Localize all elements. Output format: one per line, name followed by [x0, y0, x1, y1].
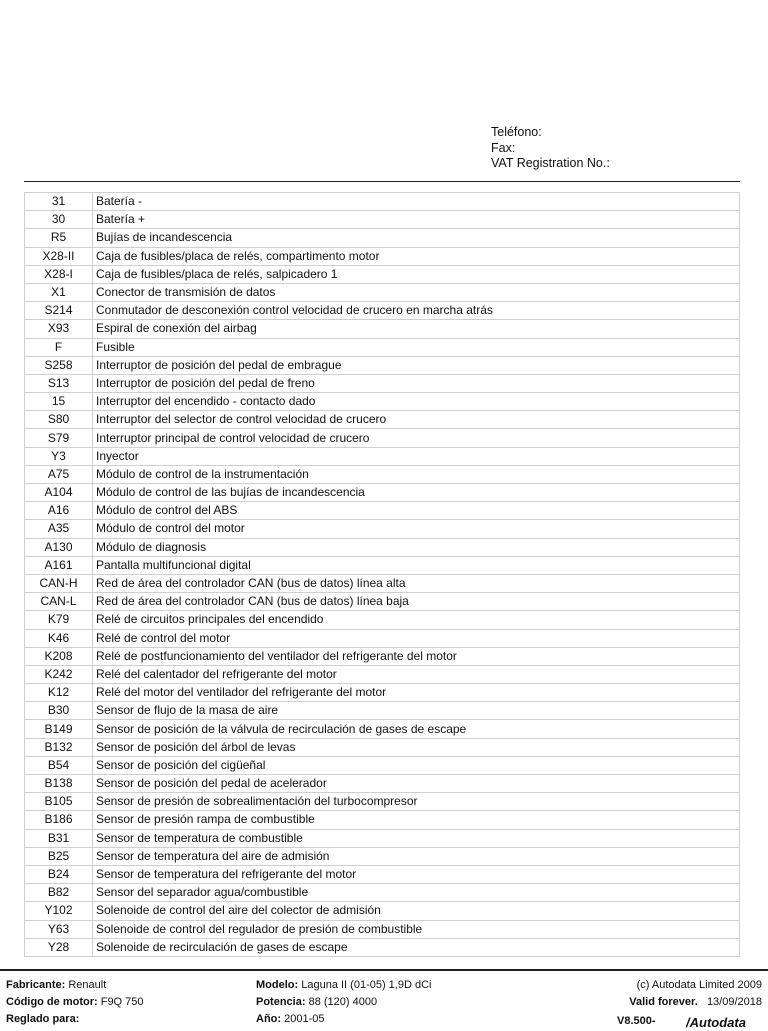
- model-label: Modelo:: [256, 979, 299, 991]
- table-row: [25, 393, 740, 411]
- component-description: Solenoide de control del regulador de presión de combustible: [93, 920, 740, 938]
- table-row: [25, 756, 740, 774]
- component-code: S79: [25, 429, 93, 447]
- component-description: Módulo de control de las bujías de incandescencia: [93, 484, 740, 502]
- phone-label: Teléfono:: [491, 125, 542, 139]
- table-row: [25, 938, 740, 956]
- year-value: 2001-05: [284, 1013, 325, 1025]
- component-description: Interruptor de posición del pedal de embrague: [93, 356, 740, 374]
- copyright-text: (c) Autodata Limited 2009: [636, 979, 762, 991]
- component-code: S80: [25, 411, 93, 429]
- table-row: [25, 902, 740, 920]
- component-description: Relé de control del motor: [93, 629, 740, 647]
- component-code: 30: [25, 211, 93, 229]
- table-row: [25, 520, 740, 538]
- component-code: B138: [25, 775, 93, 793]
- component-description: Módulo de control del ABS: [93, 502, 740, 520]
- component-description: Red de área del controlador CAN (bus de datos) línea alta: [93, 574, 740, 592]
- component-description: Sensor de posición del pedal de acelerador: [93, 775, 740, 793]
- component-description: Conector de transmisión de datos: [93, 283, 740, 301]
- component-legend-table: [24, 192, 740, 957]
- version-text: V8.500-: [617, 1015, 656, 1027]
- component-description: Fusible: [93, 338, 740, 356]
- component-code: X93: [25, 320, 93, 338]
- component-description: Interruptor del selector de control velocidad de crucero: [93, 411, 740, 429]
- component-description: Relé de circuitos principales del encendido: [93, 611, 740, 629]
- year-field: [256, 1013, 324, 1025]
- component-code: A130: [25, 538, 93, 556]
- table-row: [25, 429, 740, 447]
- component-code: A35: [25, 520, 93, 538]
- table-row: [25, 556, 740, 574]
- component-description: Caja de fusibles/placa de relés, salpicadero 1: [93, 265, 740, 283]
- table-row: [25, 265, 740, 283]
- table-row: [25, 793, 740, 811]
- table-row: [25, 465, 740, 483]
- autodata-logo: /Autodata: [686, 1015, 746, 1030]
- table-row: [25, 829, 740, 847]
- component-code: A161: [25, 556, 93, 574]
- component-code: K12: [25, 684, 93, 702]
- legend-body: [25, 193, 740, 957]
- brand-name: Autodata: [689, 1015, 746, 1030]
- year-label: Año:: [256, 1013, 282, 1025]
- component-code: 31: [25, 193, 93, 211]
- table-row: [25, 684, 740, 702]
- component-code: A104: [25, 484, 93, 502]
- component-description: Sensor de temperatura del refrigerante del motor: [93, 865, 740, 883]
- component-description: Bujías de incandescencia: [93, 229, 740, 247]
- power-label: Potencia:: [256, 996, 306, 1008]
- component-code: X28-II: [25, 247, 93, 265]
- table-row: [25, 847, 740, 865]
- power-field: [256, 996, 377, 1008]
- table-row: [25, 484, 740, 502]
- component-description: Batería +: [93, 211, 740, 229]
- table-row: [25, 411, 740, 429]
- component-description: Solenoide de recirculación de gases de escape: [93, 938, 740, 956]
- component-description: Espiral de conexión del airbag: [93, 320, 740, 338]
- component-code: S214: [25, 302, 93, 320]
- component-description: Interruptor principal de control velocidad de crucero: [93, 429, 740, 447]
- component-description: Batería -: [93, 193, 740, 211]
- component-description: Módulo de control de la instrumentación: [93, 465, 740, 483]
- component-code: B132: [25, 738, 93, 756]
- validity-label: Valid forever.: [629, 996, 698, 1008]
- component-description: Sensor de posición del cigüeñal: [93, 756, 740, 774]
- header-divider: [24, 181, 740, 182]
- component-description: Caja de fusibles/placa de relés, compartimento motor: [93, 247, 740, 265]
- component-code: K242: [25, 665, 93, 683]
- component-code: B24: [25, 865, 93, 883]
- table-row: [25, 302, 740, 320]
- adjusted-for-label: Reglado para:: [6, 1013, 80, 1025]
- manufacturer-field: [6, 979, 106, 991]
- component-description: Solenoide de control del aire del colector de admisión: [93, 902, 740, 920]
- table-row: [25, 920, 740, 938]
- table-row: [25, 538, 740, 556]
- component-description: Red de área del controlador CAN (bus de datos) línea baja: [93, 593, 740, 611]
- adjusted-for-field: [6, 1013, 79, 1025]
- table-row: [25, 647, 740, 665]
- footer: [0, 969, 768, 1031]
- component-code: R5: [25, 229, 93, 247]
- engine-code-field: [6, 996, 144, 1008]
- table-row: [25, 338, 740, 356]
- component-code: Y63: [25, 920, 93, 938]
- component-description: Sensor de temperatura de combustible: [93, 829, 740, 847]
- component-code: Y3: [25, 447, 93, 465]
- component-code: B54: [25, 756, 93, 774]
- model-field: [256, 979, 431, 991]
- component-description: Conmutador de desconexión control velocidad de crucero en marcha atrás: [93, 302, 740, 320]
- table-row: [25, 247, 740, 265]
- component-code: K46: [25, 629, 93, 647]
- table-row: [25, 229, 740, 247]
- component-description: Sensor de presión rampa de combustible: [93, 811, 740, 829]
- component-code: B105: [25, 793, 93, 811]
- component-description: Relé del calentador del refrigerante del motor: [93, 665, 740, 683]
- table-row: [25, 884, 740, 902]
- component-code: K208: [25, 647, 93, 665]
- vat-label: VAT Registration No.:: [491, 156, 610, 170]
- table-row: [25, 447, 740, 465]
- component-description: Pantalla multifuncional digital: [93, 556, 740, 574]
- component-code: 15: [25, 393, 93, 411]
- component-description: Sensor del separador agua/combustible: [93, 884, 740, 902]
- table-row: [25, 574, 740, 592]
- component-code: X1: [25, 283, 93, 301]
- table-row: [25, 283, 740, 301]
- contact-block: [491, 125, 610, 172]
- table-row: [25, 502, 740, 520]
- table-row: [25, 593, 740, 611]
- component-description: Módulo de control del motor: [93, 520, 740, 538]
- component-code: B31: [25, 829, 93, 847]
- table-row: [25, 320, 740, 338]
- component-code: CAN-L: [25, 593, 93, 611]
- date-value: 13/09/2018: [706, 996, 762, 1008]
- table-row: [25, 811, 740, 829]
- table-row: [25, 665, 740, 683]
- component-code: S13: [25, 374, 93, 392]
- engine-code-label: Código de motor:: [6, 996, 98, 1008]
- model-value: Laguna II (01-05) 1,9D dCi: [301, 979, 432, 991]
- component-code: X28-I: [25, 265, 93, 283]
- component-description: Sensor de temperatura del aire de admisión: [93, 847, 740, 865]
- component-description: Sensor de posición del árbol de levas: [93, 738, 740, 756]
- component-code: B82: [25, 884, 93, 902]
- engine-code-value: F9Q 750: [100, 996, 144, 1008]
- component-description: Sensor de presión de sobrealimentación del turbocompresor: [93, 793, 740, 811]
- component-code: A16: [25, 502, 93, 520]
- manufacturer-value: Renault: [68, 979, 107, 991]
- power-value: 88 (120) 4000: [308, 996, 378, 1008]
- table-row: [25, 211, 740, 229]
- component-code: Y28: [25, 938, 93, 956]
- component-code: Y102: [25, 902, 93, 920]
- table-row: [25, 738, 740, 756]
- component-description: Interruptor de posición del pedal de freno: [93, 374, 740, 392]
- component-code: CAN-H: [25, 574, 93, 592]
- table-row: [25, 356, 740, 374]
- table-row: [25, 865, 740, 883]
- table-row: [25, 775, 740, 793]
- component-code: B30: [25, 702, 93, 720]
- component-description: Sensor de posición de la válvula de recirculación de gases de escape: [93, 720, 740, 738]
- component-code: B149: [25, 720, 93, 738]
- component-code: S258: [25, 356, 93, 374]
- component-description: Módulo de diagnosis: [93, 538, 740, 556]
- component-description: Sensor de flujo de la masa de aire: [93, 702, 740, 720]
- table-row: [25, 193, 740, 211]
- component-code: A75: [25, 465, 93, 483]
- component-description: Relé de postfuncionamiento del ventilador del refrigerante del motor: [93, 647, 740, 665]
- manufacturer-label: Fabricante:: [6, 979, 66, 991]
- component-code: B25: [25, 847, 93, 865]
- fax-label: Fax:: [491, 140, 516, 155]
- component-code: K79: [25, 611, 93, 629]
- table-row: [25, 702, 740, 720]
- table-row: [25, 629, 740, 647]
- component-code: F: [25, 338, 93, 356]
- component-code: B186: [25, 811, 93, 829]
- validity-field: [629, 996, 762, 1008]
- table-row: [25, 720, 740, 738]
- component-description: Interruptor del encendido - contacto dado: [93, 393, 740, 411]
- component-description: Relé del motor del ventilador del refrigerante del motor: [93, 684, 740, 702]
- table-row: [25, 374, 740, 392]
- table-row: [25, 611, 740, 629]
- component-description: Inyector: [93, 447, 740, 465]
